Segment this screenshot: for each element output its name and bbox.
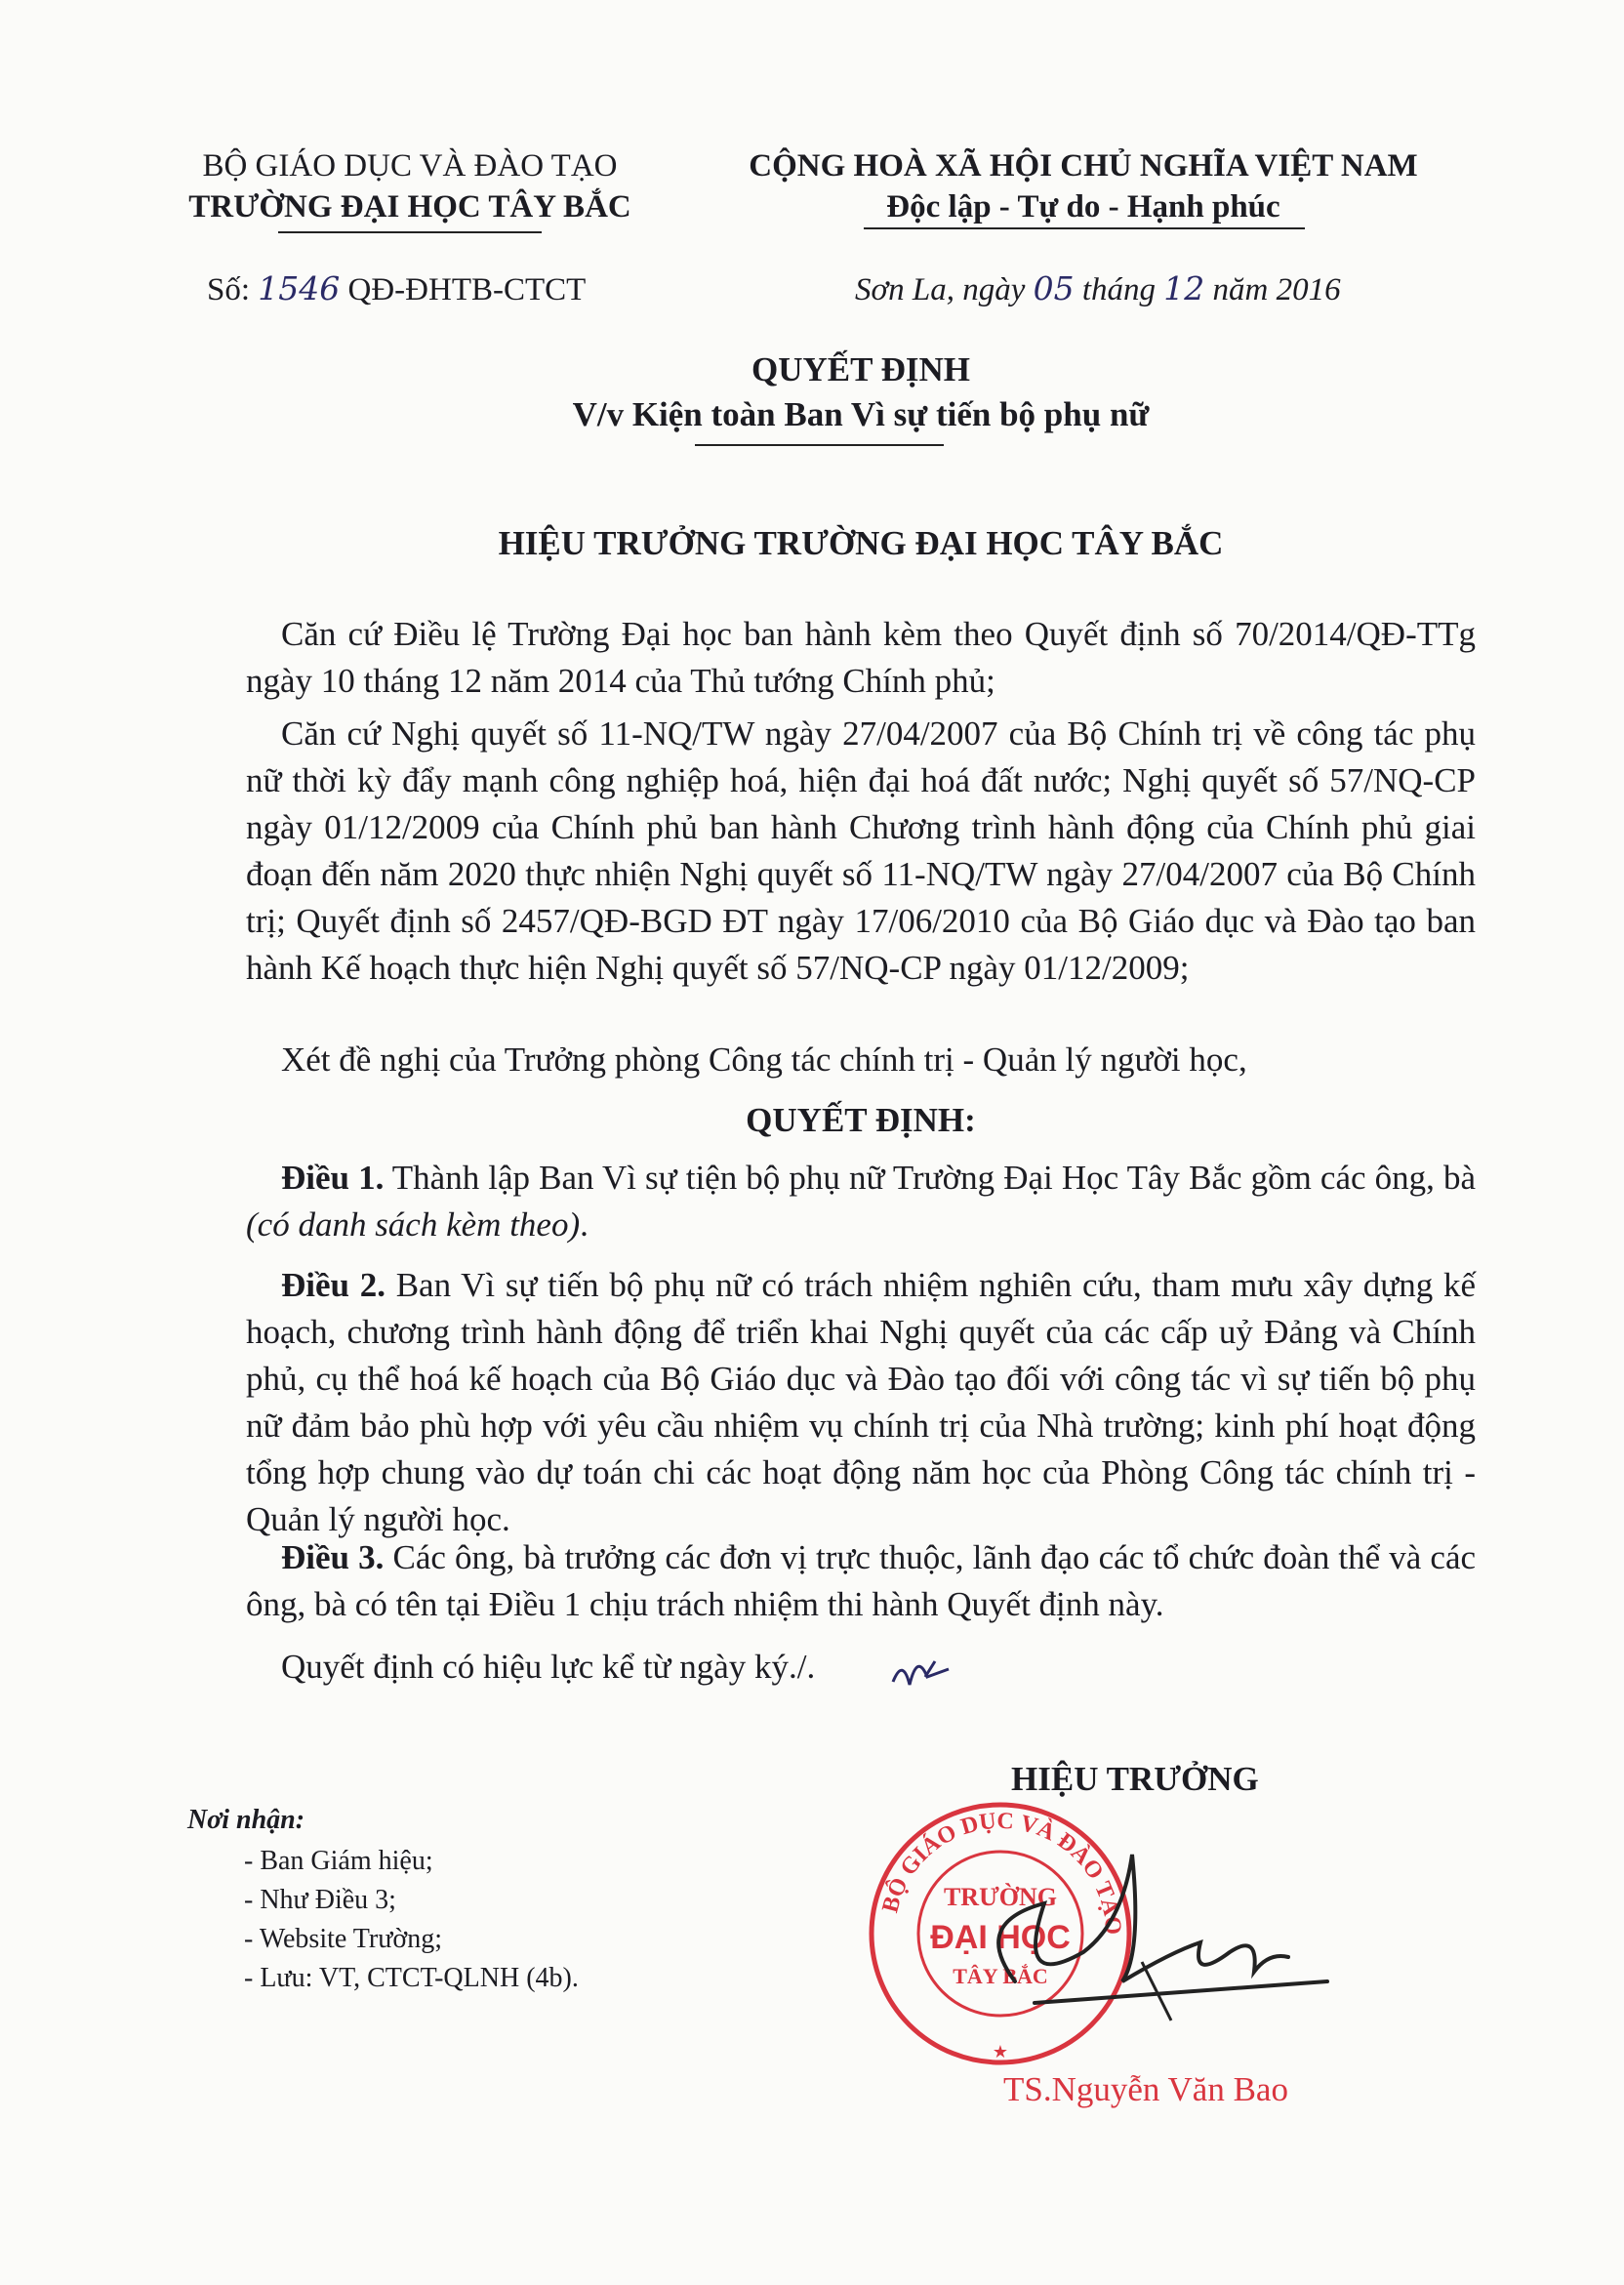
article-2: [246, 1262, 1476, 1543]
stamp-ring-text: BỘ GIÁO DỤC VÀ ĐÀO TẠO: [877, 1808, 1126, 1936]
article-1: [246, 1155, 1476, 1248]
preamble-charter: [246, 611, 1476, 705]
recipient-item: - Ban Giám hiệu;: [244, 1846, 433, 1876]
article-3-text: Các ông, bà trưởng các đơn vị trực thuộc, lãnh đạo các tổ chức đoàn thể và các ông, bà có tên tại Điều 1 chịu trách nhiệm thi hành Quyết định này.: [246, 1538, 1477, 1623]
recipient-item: - Website Trường;: [244, 1924, 443, 1954]
preamble-charter-text: Căn cứ Điều lệ Trường Đại học ban hành kèm theo Quyết định số 70/2014/QĐ-TTg ngày 10 tháng 12 năm 2014 của Thủ tướng Chính phủ;: [246, 615, 1476, 700]
issuing-authority: HIỆU TRƯỞNG TRƯỜNG ĐẠI HỌC TÂY BẮC: [498, 524, 1224, 562]
document-subject: V/v Kiện toàn Ban Vì sự tiến bộ phụ nữ: [572, 395, 1150, 433]
recipient-item: - Lưu: VT, CTCT-QLNH (4b).: [244, 1963, 579, 1993]
article-2-label: Điều 2.: [281, 1266, 386, 1304]
title-rule: [695, 444, 944, 446]
national-motto: Độc lập - Tự do - Hạnh phúc: [886, 189, 1280, 224]
document-title: QUYẾT ĐỊNH: [751, 350, 970, 388]
article-1-label: Điều 1.: [281, 1159, 385, 1197]
number-suffix: QĐ-ĐHTB-CTCT: [347, 272, 587, 307]
signer-name: TS.Nguyễn Văn Bao: [1003, 2070, 1288, 2108]
date-year: năm 2016: [1212, 272, 1341, 307]
country-name: CỘNG HOÀ XÃ HỘI CHỦ NGHĨA VIỆT NAM: [749, 148, 1418, 184]
date-month: 12: [1163, 269, 1205, 307]
initial-mark: [888, 1648, 956, 1696]
stamp-line-1: TRƯỜNG: [943, 1883, 1058, 1911]
stamp-line-2: ĐẠI HỌC: [930, 1919, 1071, 1956]
handwritten-signature: [976, 1835, 1337, 2030]
date-month-label: tháng: [1081, 272, 1157, 307]
article-3: [246, 1534, 1476, 1628]
date-place: Sơn La, ngày: [855, 272, 1026, 307]
ministry-name: BỘ GIÁO DỤC VÀ ĐÀO TẠO: [202, 148, 618, 184]
number-value: 1546: [258, 269, 341, 307]
document-number: [207, 269, 586, 309]
number-prefix: Số:: [207, 272, 251, 307]
article-2-text: Ban Vì sự tiến bộ phụ nữ có trách nhiệm nghiên cứu, tham mưu xây dựng kế hoạch, chương trình hành động để triển khai Nghị quyết của các cấp uỷ Đảng và Chính phủ, cụ thể hoá kế hoạch của Bộ Giáo dục và Đào tạo đối với công tác vì sự tiến bộ phụ nữ đảm bảo phù hợp với yêu cầu nhiệm vụ chính trị của Nhà trường; kinh phí hoạt động tổng hợp chung vào dự toán chi các hoạt động năm học của Phòng Công tác chính trị - Quản lý người học.: [246, 1266, 1477, 1538]
preamble-proposal: [246, 1037, 1476, 1083]
signer-role: HIỆU TRƯỞNG: [1011, 1760, 1259, 1798]
preamble-resolutions-text: Căn cứ Nghị quyết số 11-NQ/TW ngày 27/04/2007 của Bộ Chính trị về công tác phụ nữ thời kỳ đẩy mạnh công nghiệp hoá, hiện đại hoá đất nước; Nghị quyết số 57/NQ-CP ngày 01/12/2009 của Chính phủ ban hành Chương trình hành động của Chính phủ giai đoạn đến năm 2020 thực nhiện Nghị quyết số 11-NQ/TW ngày 27/04/2007 của Bộ Chính trị; Quyết định số 2457/QĐ-BGD ĐT ngày 17/06/2010 của Bộ Giáo dục và Đào tạo ban hành Kế hoạch thực hiện Nghị quyết số 57/NQ-CP ngày 01/12/2009;: [246, 714, 1476, 987]
university-name: TRƯỜNG ĐẠI HỌC TÂY BẮC: [188, 189, 631, 224]
header-left-rule: [278, 231, 542, 233]
header-right-rule: [864, 227, 1305, 229]
issue-date: [855, 269, 1341, 309]
article-1-italic: (có danh sách kèm theo): [246, 1205, 581, 1244]
decision-heading: QUYẾT ĐỊNH:: [746, 1101, 976, 1139]
article-1-tail: .: [580, 1205, 589, 1244]
svg-text:★: ★: [992, 2042, 1009, 2061]
preamble-proposal-text: Xét đề nghị của Trưởng phòng Công tác chính trị - Quản lý người học,: [281, 1040, 1247, 1079]
recipients-title: Nơi nhận:: [187, 1805, 305, 1835]
effective-clause-text: Quyết định có hiệu lực kể từ ngày ký./.: [281, 1648, 816, 1686]
article-1-text: Thành lập Ban Vì sự tiện bộ phụ nữ Trường Đại Học Tây Bắc gồm các ông, bà: [391, 1159, 1476, 1197]
stamp-line-3: TÂY BẮC: [953, 1964, 1048, 1988]
effective-clause: [246, 1644, 1476, 1691]
article-3-label: Điều 3.: [281, 1538, 385, 1576]
date-day: 05: [1033, 269, 1075, 307]
recipient-item: - Như Điều 3;: [244, 1885, 396, 1915]
preamble-resolutions: [246, 711, 1476, 992]
